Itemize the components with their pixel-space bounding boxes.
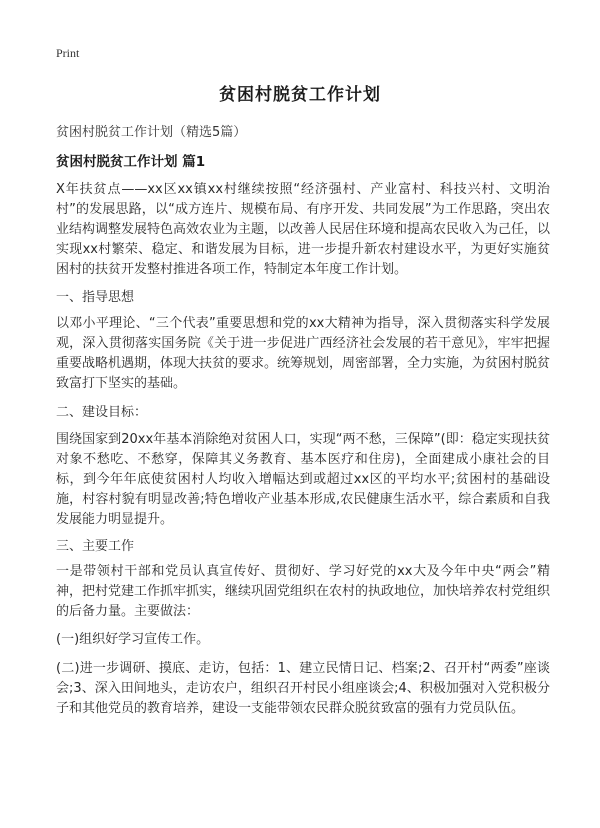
heading-guiding-ideology: 一、指导思想 — [56, 290, 135, 305]
paragraph-main-work: 一是带领村干部和党员认真宣传好、贯彻好、学习好党的xx大及今年中央“两会”精神，把村党建工作抓牢抓实，继续巩固党组织在农村的执政地位，加快培养农村党组织的后备力量。主要做法： — [56, 564, 551, 619]
heading-construction-goals: 二、建设目标： — [56, 405, 148, 420]
document-subtitle: 贫困村脱贫工作计划（精选5篇） — [56, 125, 247, 140]
print-label[interactable]: Print — [56, 46, 80, 60]
intro-paragraph: X年扶贫点——xx区xx镇xx村继续按照“经济强村、产业富村、科技兴村、文明治村”的发展思路，以“成方连片、规模布局、有序开发、共同发展”为工作思路，突出农业结构调整发展特色高效农业为主题，以改善人民居住环境和提高农民收入为己任，以实现xx村繁荣、稳定、和谐发展为目标，进一步提升新农村建设水平，为更好实施贫困村的扶贫开发整村推进各项工作，特制定本年度工作计划。 — [56, 182, 551, 277]
paragraph-study-promotion: (一)组织好学习宣传工作。 — [56, 632, 210, 647]
section-title: 贫困村脱贫工作计划 篇1 — [56, 154, 206, 170]
paragraph-research-visits: (二)进一步调研、摸底、走访，包括：1、建立民情日记、档案;2、召开村“两委”座谈会;3、深入田间地头，走访农户，组织召开村民小组座谈会;4、积极加强对入党积极分子和其他党员的教育培养，建设一支能带领农民群众脱贫致富的强有力党员队伍。 — [56, 661, 550, 716]
heading-main-work: 三、主要工作 — [56, 539, 135, 554]
paragraph-guiding-ideology: 以邓小平理论、“三个代表”重要思想和党的xx大精神为指导，深入贯彻落实科学发展观，深入贯彻落实国务院《关于进一步促进广西经济社会发展的若干意见》，牢牢把握重要战略机遇期，体现大扶贫的要求。统筹规划，周密部署，全力实施，为贫困村脱贫致富打下坚实的基础。 — [56, 316, 551, 391]
document-title: 贫困村脱贫工作计划 — [219, 85, 381, 105]
paragraph-construction-goals: 围绕国家到20xx年基本消除绝对贫困人口，实现“两不愁，三保障”(即：稳定实现扶贫对象不愁吃、不愁穿，保障其义务教育、基本医疗和住房)，全面建成小康社会的目标，到今年年底使贫困村人均收入增幅达到或超过xx区的平均水平;贫困村的基础设施，村容村貌有明显改善;特色增收产业基本形成,农民健康生活水平，综合素质和自我发展能力明显提升。 — [56, 432, 550, 527]
